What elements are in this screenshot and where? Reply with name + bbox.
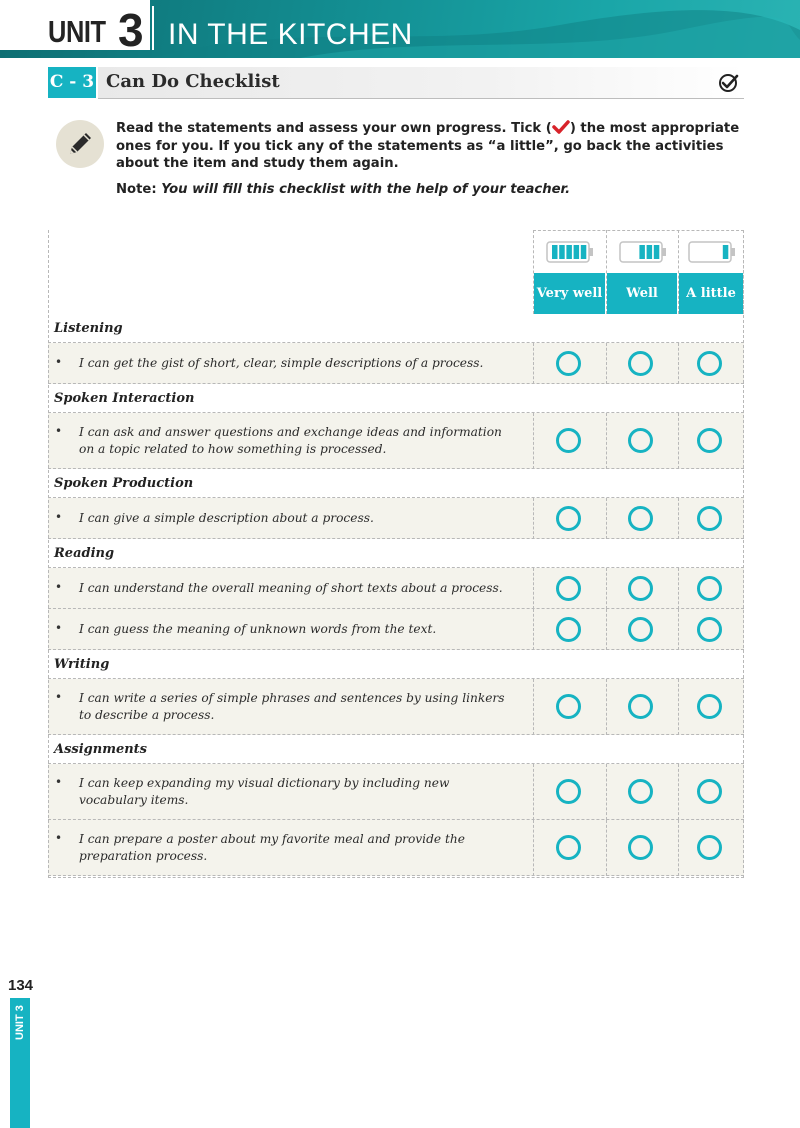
unit-banner [0, 0, 800, 58]
red-tick-icon [552, 120, 570, 134]
rating-circle-a-little[interactable] [697, 351, 722, 376]
rating-circle-well[interactable] [628, 351, 653, 376]
category-title: Listening [54, 321, 123, 336]
bullet-icon: • [55, 831, 63, 845]
page-number: 134 [8, 977, 34, 994]
rating-circle-well[interactable] [628, 779, 653, 804]
bullet-icon: • [55, 580, 63, 594]
category-row [48, 650, 744, 679]
rating-circle-a-little[interactable] [697, 428, 722, 453]
category-row [48, 539, 744, 568]
statement-row [48, 679, 744, 735]
column-header-very-well: Very well [534, 273, 605, 314]
bullet-icon: • [55, 510, 63, 524]
statement-row [48, 568, 744, 609]
bullet-icon: • [55, 690, 63, 704]
statement-text: I can understand the overall meaning of short texts about a process. [79, 581, 503, 595]
rating-circle-a-little[interactable] [697, 835, 722, 860]
rating-circle-a-little[interactable] [697, 506, 722, 531]
unit-divider [152, 6, 154, 50]
statement-text: I can keep expanding my visual dictionary by including new vocabulary items. [79, 776, 450, 807]
statement-row [48, 343, 744, 384]
statement-row [48, 413, 744, 469]
category-row [48, 314, 744, 343]
rating-circle-very-well[interactable] [556, 576, 581, 601]
statement-text: I can give a simple description about a process. [79, 511, 374, 525]
rating-circle-well[interactable] [628, 835, 653, 860]
instructions-text [116, 120, 746, 173]
rating-circle-a-little[interactable] [697, 576, 722, 601]
pencil-icon [56, 120, 104, 168]
statement-row [48, 609, 744, 650]
column-header-well: Well [607, 273, 677, 314]
bullet-icon: • [55, 775, 63, 789]
section-code: C - 3 [48, 67, 96, 98]
unit-number: 3 [118, 4, 144, 56]
rating-circle-a-little[interactable] [697, 779, 722, 804]
note [116, 182, 570, 197]
rating-circle-well[interactable] [628, 694, 653, 719]
rating-circle-well[interactable] [628, 506, 653, 531]
statement-text: I can prepare a poster about my favorite meal and provide the preparation process. [79, 832, 465, 863]
rating-circle-a-little[interactable] [697, 694, 722, 719]
category-title: Spoken Production [54, 476, 194, 491]
instructions-pre: Read the statements and assess your own progress. Tick ( [116, 121, 552, 136]
note-text: You will fill this checklist with the help of your teacher. [161, 182, 571, 197]
statement-text: I can guess the meaning of unknown words from the text. [79, 622, 437, 636]
rating-circle-very-well[interactable] [556, 351, 581, 376]
rating-circle-very-well[interactable] [556, 506, 581, 531]
section-title: Can Do Checklist [106, 71, 280, 92]
battery-low-icon [688, 241, 738, 263]
rating-circle-very-well[interactable] [556, 779, 581, 804]
bullet-icon: • [55, 355, 63, 369]
category-title: Spoken Interaction [54, 391, 195, 406]
battery-full-icon [546, 241, 596, 263]
category-row [48, 384, 744, 413]
category-row [48, 735, 744, 764]
unit-title: IN THE KITCHEN [168, 18, 413, 51]
category-row [48, 469, 744, 498]
rating-circle-well[interactable] [628, 576, 653, 601]
statement-row [48, 764, 744, 820]
category-title: Assignments [54, 742, 148, 757]
statement-text: I can write a series of simple phrases and sentences by using linkers to describe a process. [79, 691, 505, 722]
statement-row [48, 820, 744, 876]
rating-circle-very-well[interactable] [556, 835, 581, 860]
side-unit-label: UNIT 3 [14, 1005, 26, 1040]
rating-circle-well[interactable] [628, 428, 653, 453]
statement-row [48, 498, 744, 539]
rating-circle-very-well[interactable] [556, 617, 581, 642]
rating-circle-a-little[interactable] [697, 617, 722, 642]
category-title: Reading [54, 546, 115, 561]
rating-circle-well[interactable] [628, 617, 653, 642]
category-title: Writing [54, 657, 110, 672]
instructions-post: ) the most appropriate ones for you. If you tick any of the statements as “a little”, go back the activities about the item and study them again. [116, 121, 740, 171]
battery-medium-icon [619, 241, 669, 263]
note-label: Note: [116, 182, 157, 197]
statement-text: I can get the gist of short, clear, simple descriptions of a process. [79, 356, 484, 370]
statement-text: I can ask and answer questions and exchange ideas and information on a topic related to how something is processed. [79, 425, 502, 456]
unit-word: UNIT [48, 14, 106, 49]
rating-circle-very-well[interactable] [556, 694, 581, 719]
rating-circle-very-well[interactable] [556, 428, 581, 453]
bullet-icon: • [55, 424, 63, 438]
bullet-icon: • [55, 621, 63, 635]
check-circle-icon [718, 72, 740, 94]
column-header-a-little: A little [679, 273, 743, 314]
